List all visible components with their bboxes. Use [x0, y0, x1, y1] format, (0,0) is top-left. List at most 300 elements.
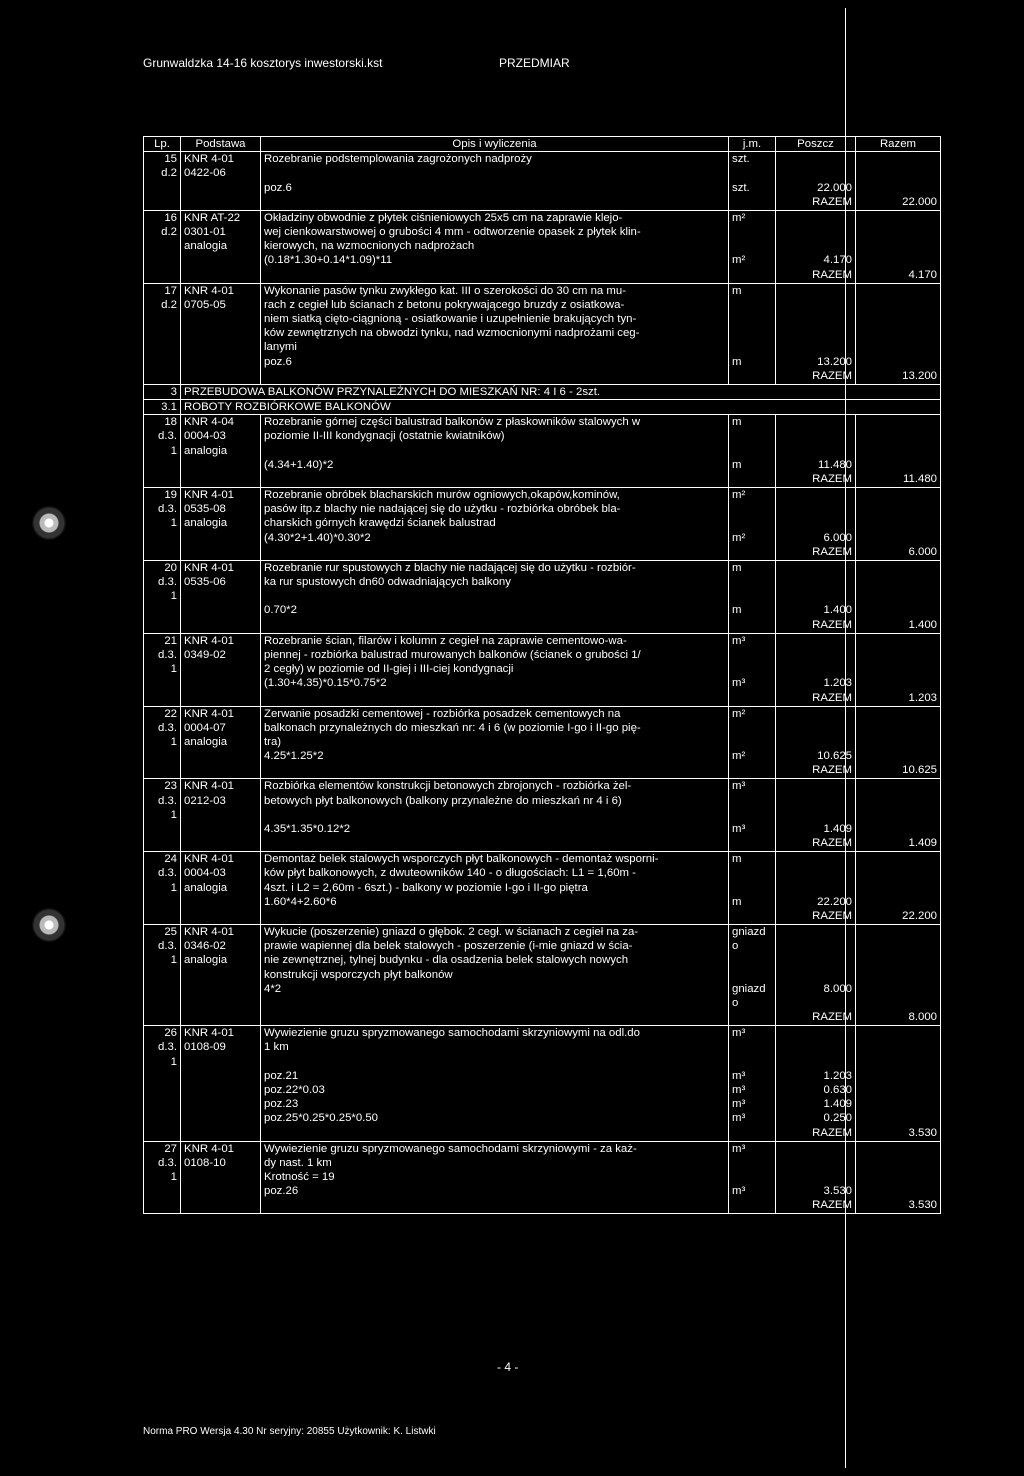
calc-expression: poz.21: [261, 1069, 729, 1083]
position-poszcz: [776, 924, 856, 981]
document-filename: Grunwaldzka 14-16 kosztorys inwestorski.kst: [143, 56, 383, 70]
razem-desc: [261, 618, 729, 634]
calc-razem: [856, 676, 941, 690]
calc-row: [144, 1184, 941, 1198]
calc-razem: [856, 181, 941, 195]
calc-value: 4.170: [776, 253, 856, 267]
calc-lp: [144, 1083, 181, 1097]
column-header-basis: Podstawa: [181, 137, 261, 152]
position-unit: m²: [729, 488, 776, 531]
position-basis: KNR 4-01 0108-10: [181, 1141, 261, 1184]
razem-label: RAZEM: [776, 691, 856, 707]
razem-row: [144, 763, 941, 779]
razem-value: 22.000: [856, 195, 941, 211]
calc-razem: [856, 458, 941, 472]
calc-basis: [181, 749, 261, 763]
software-footer: Norma PRO Wersja 4.30 Nr seryjny: 20855 Użytkownik: K. Listwki: [143, 1426, 436, 1437]
calc-unit: m³: [729, 676, 776, 690]
table-row: [144, 1141, 941, 1184]
calc-basis: [181, 1083, 261, 1097]
razem-unit: [729, 1198, 776, 1214]
table-row: [144, 1026, 941, 1069]
razem-basis: [181, 545, 261, 561]
position-razem: [856, 779, 941, 822]
calc-row: [144, 1069, 941, 1083]
calc-row: [144, 458, 941, 472]
calc-expression: 4*2: [261, 982, 729, 1010]
razem-unit: [729, 545, 776, 561]
razem-row: [144, 1126, 941, 1142]
position-basis: KNR 4-01 0346-02 analogia: [181, 924, 261, 981]
calc-expression: 1.60*4+2.60*6: [261, 895, 729, 909]
razem-unit: [729, 618, 776, 634]
razem-lp: [144, 1198, 181, 1214]
table-body: [144, 152, 941, 1214]
razem-lp: [144, 1010, 181, 1026]
razem-basis: [181, 472, 261, 488]
calc-row: [144, 822, 941, 836]
calc-value: 11.480: [776, 458, 856, 472]
position-number: 27 d.3. 1: [144, 1141, 181, 1184]
calc-razem: [856, 822, 941, 836]
razem-lp: [144, 1126, 181, 1142]
position-unit: szt.: [729, 152, 776, 181]
position-number: 23 d.3. 1: [144, 779, 181, 822]
calc-unit: m³: [729, 1097, 776, 1111]
razem-lp: [144, 268, 181, 284]
position-basis: KNR 4-01 0535-06: [181, 560, 261, 603]
calc-expression: (1.30+4.35)*0.15*0.75*2: [261, 676, 729, 690]
position-number: 19 d.3. 1: [144, 488, 181, 531]
razem-basis: [181, 1010, 261, 1026]
calc-row: [144, 676, 941, 690]
calc-row: [144, 895, 941, 909]
position-razem: [856, 488, 941, 531]
calc-lp: [144, 1097, 181, 1111]
position-basis: KNR 4-01 0422-06: [181, 152, 261, 181]
razem-row: [144, 268, 941, 284]
calc-basis: [181, 982, 261, 1010]
position-number: 20 d.3. 1: [144, 560, 181, 603]
table-row: [144, 152, 941, 181]
table-row: [144, 924, 941, 981]
calc-row: [144, 253, 941, 267]
razem-value: 4.170: [856, 268, 941, 284]
position-description: Wywiezienie gruzu spryzmowanego samochodami skrzyniowymi - za każ- dy nast. 1 km Krotność = 19: [261, 1141, 729, 1184]
position-poszcz: [776, 852, 856, 895]
calc-lp: [144, 676, 181, 690]
razem-lp: [144, 691, 181, 707]
calc-row: [144, 355, 941, 369]
razem-row: [144, 618, 941, 634]
razem-unit: [729, 836, 776, 852]
calc-expression: 4.35*1.35*0.12*2: [261, 822, 729, 836]
calc-unit: m³: [729, 1069, 776, 1083]
position-basis: KNR 4-01 0108-09: [181, 1026, 261, 1069]
razem-label: RAZEM: [776, 195, 856, 211]
calc-row: [144, 531, 941, 545]
calc-value: 1.409: [776, 822, 856, 836]
razem-desc: [261, 1126, 729, 1142]
razem-desc: [261, 195, 729, 211]
position-description: Okładziny obwodnie z płytek ciśnieniowych 25x5 cm na zaprawie klejo- wej cienkowarstwowej o grubości 4 mm - odtworzenie opasek z płytek klin- kierowych, na wzmocnionych nadprożach: [261, 210, 729, 253]
razem-label: RAZEM: [776, 836, 856, 852]
position-poszcz: [776, 1141, 856, 1184]
position-unit: gniazd o: [729, 924, 776, 981]
calc-razem: [856, 1184, 941, 1198]
razem-unit: [729, 1010, 776, 1026]
table-row: [144, 852, 941, 895]
position-unit: m²: [729, 210, 776, 253]
section-title: ROBOTY ROZBIÓRKOWE BALKONÓW: [181, 400, 941, 415]
calc-lp: [144, 603, 181, 617]
razem-unit: [729, 268, 776, 284]
razem-unit: [729, 369, 776, 385]
razem-label: RAZEM: [776, 369, 856, 385]
razem-value: 6.000: [856, 545, 941, 561]
column-header-lp: Lp.: [144, 137, 181, 152]
razem-label: RAZEM: [776, 472, 856, 488]
calc-basis: [181, 676, 261, 690]
calc-unit: m³: [729, 1111, 776, 1125]
calc-unit: m³: [729, 1184, 776, 1198]
calc-lp: [144, 355, 181, 369]
razem-basis: [181, 618, 261, 634]
razem-unit: [729, 1126, 776, 1142]
calc-value: 13.200: [776, 355, 856, 369]
table-row: [144, 488, 941, 531]
calc-expression: poz.25*0.25*0.25*0.50: [261, 1111, 729, 1125]
section-title: PRZEBUDOWA BALKONÓW PRZYNALEŻNYCH DO MIESZKAŃ NR: 4 I 6 - 2szt.: [181, 384, 941, 399]
position-basis: KNR 4-01 0004-07 analogia: [181, 706, 261, 749]
razem-lp: [144, 369, 181, 385]
position-unit: m: [729, 283, 776, 355]
position-unit: m³: [729, 1026, 776, 1069]
calc-value: 0.630: [776, 1083, 856, 1097]
position-basis: KNR AT-22 0301-01 analogia: [181, 210, 261, 253]
calc-value: 8.000: [776, 982, 856, 1010]
calc-lp: [144, 181, 181, 195]
position-unit: m³: [729, 633, 776, 676]
calc-expression: (4.34+1.40)*2: [261, 458, 729, 472]
position-razem: [856, 152, 941, 181]
position-poszcz: [776, 415, 856, 458]
razem-value: 1.400: [856, 618, 941, 634]
position-description: Rozebranie rur spustowych z blachy nie nadającej się do użytku - rozbiór- ka rur spustowych dn60 odwadniających balkony: [261, 560, 729, 603]
table-row: [144, 210, 941, 253]
razem-desc: [261, 369, 729, 385]
razem-basis: [181, 1126, 261, 1142]
calc-value: 3.530: [776, 1184, 856, 1198]
razem-row: [144, 691, 941, 707]
razem-label: RAZEM: [776, 545, 856, 561]
column-header-description: Opis i wyliczenia: [261, 137, 729, 152]
calc-basis: [181, 458, 261, 472]
position-unit: m³: [729, 1141, 776, 1184]
calc-row: [144, 1111, 941, 1125]
calc-basis: [181, 1097, 261, 1111]
calc-expression: poz.6: [261, 355, 729, 369]
calc-lp: [144, 895, 181, 909]
position-razem: [856, 852, 941, 895]
razem-label: RAZEM: [776, 1198, 856, 1214]
binder-hole-icon: [32, 908, 66, 942]
razem-unit: [729, 691, 776, 707]
position-description: Demontaż belek stalowych wsporczych płyt balkonowych - demontaż wsporni- ków płyt balkonowych, z dwuteowników 140 - o długościach: L1 = 1,60m - 4szt. i L2 = 2,60m - 6szt.) - balkony w poziomie I-go i II-go piętra: [261, 852, 729, 895]
razem-value: 11.480: [856, 472, 941, 488]
calc-basis: [181, 253, 261, 267]
column-header-unit: j.m.: [729, 137, 776, 152]
razem-label: RAZEM: [776, 909, 856, 925]
razem-row: [144, 909, 941, 925]
calc-lp: [144, 822, 181, 836]
calc-basis: [181, 1184, 261, 1198]
position-number: 15 d.2: [144, 152, 181, 181]
calc-unit: szt.: [729, 181, 776, 195]
razem-lp: [144, 618, 181, 634]
calc-razem: [856, 895, 941, 909]
calc-razem: [856, 749, 941, 763]
razem-value: 10.625: [856, 763, 941, 779]
calc-expression: poz.6: [261, 181, 729, 195]
table-row: [144, 633, 941, 676]
razem-label: RAZEM: [776, 763, 856, 779]
razem-row: [144, 836, 941, 852]
position-description: Rozbiórka elementów konstrukcji betonowych zbrojonych - rozbiórka żel- betowych płyt balkonowych (balkony przynależne do mieszkań nr 4 i 6): [261, 779, 729, 822]
calc-expression: (0.18*1.30+0.14*1.09)*11: [261, 253, 729, 267]
razem-row: [144, 195, 941, 211]
razem-basis: [181, 369, 261, 385]
position-number: 22 d.3. 1: [144, 706, 181, 749]
razem-value: 1.409: [856, 836, 941, 852]
table-row: [144, 779, 941, 822]
position-poszcz: [776, 488, 856, 531]
page-number: - 4 -: [497, 1360, 519, 1374]
calc-basis: [181, 531, 261, 545]
calc-unit: m: [729, 355, 776, 369]
position-number: 24 d.3. 1: [144, 852, 181, 895]
position-number: 17 d.2: [144, 283, 181, 355]
razem-label: RAZEM: [776, 1126, 856, 1142]
calc-lp: [144, 253, 181, 267]
calc-lp: [144, 1069, 181, 1083]
calc-unit: m²: [729, 531, 776, 545]
calc-basis: [181, 895, 261, 909]
position-razem: [856, 283, 941, 355]
calc-row: [144, 1097, 941, 1111]
position-basis: KNR 4-01 0535-08 analogia: [181, 488, 261, 531]
razem-value: 13.200: [856, 369, 941, 385]
razem-label: RAZEM: [776, 268, 856, 284]
position-unit: m²: [729, 706, 776, 749]
calc-unit: m: [729, 458, 776, 472]
calc-unit: m³: [729, 1083, 776, 1097]
calc-row: [144, 603, 941, 617]
calc-unit: m: [729, 895, 776, 909]
calc-razem: [856, 982, 941, 1010]
razem-basis: [181, 836, 261, 852]
calc-unit: gniazd o: [729, 982, 776, 1010]
razem-value: 8.000: [856, 1010, 941, 1026]
section-number: 3.1: [144, 400, 181, 415]
position-razem: [856, 924, 941, 981]
razem-label: RAZEM: [776, 1010, 856, 1026]
calc-row: [144, 1083, 941, 1097]
calc-unit: m: [729, 603, 776, 617]
section-number: 3: [144, 384, 181, 399]
razem-lp: [144, 836, 181, 852]
calc-value: 1.409: [776, 1097, 856, 1111]
razem-basis: [181, 195, 261, 211]
position-number: 26 d.3. 1: [144, 1026, 181, 1069]
calc-row: [144, 749, 941, 763]
calc-basis: [181, 181, 261, 195]
calc-value: 0.250: [776, 1111, 856, 1125]
calc-razem: [856, 1111, 941, 1125]
calc-basis: [181, 1069, 261, 1083]
calc-lp: [144, 458, 181, 472]
calc-razem: [856, 603, 941, 617]
position-description: Rozebranie ścian, filarów i kolumn z cegieł na zaprawie cementowo-wa- piennej - rozbiórka balustrad murowanych balkonów (ścianek o grubości 1/ 2 cegły) w poziomie od II-giej i III-ciej kondygnacji: [261, 633, 729, 676]
calc-row: [144, 982, 941, 1010]
column-header-razem: Razem: [856, 137, 941, 152]
position-basis: KNR 4-01 0212-03: [181, 779, 261, 822]
calc-value: 10.625: [776, 749, 856, 763]
razem-basis: [181, 763, 261, 779]
position-unit: m³: [729, 779, 776, 822]
razem-row: [144, 472, 941, 488]
position-poszcz: [776, 560, 856, 603]
razem-value: 3.530: [856, 1126, 941, 1142]
razem-basis: [181, 268, 261, 284]
table-row: [144, 415, 941, 458]
razem-label: RAZEM: [776, 618, 856, 634]
calc-expression: poz.23: [261, 1097, 729, 1111]
razem-lp: [144, 763, 181, 779]
position-description: Wykucie (poszerzenie) gniazd o głębok. 2 cegł. w ścianach z cegieł na za- prawie wapiennej dla belek stalowych - poszerzenie (i-mie gniazd w ścia- nie zewnętrznej, tylnej budynku - dla osadzenia belek stalowych nowych konstrukcji wsporczych płyt balkonów: [261, 924, 729, 981]
position-poszcz: [776, 706, 856, 749]
calc-basis: [181, 822, 261, 836]
przedmiar-table: [143, 136, 941, 1214]
razem-value: 1.203: [856, 691, 941, 707]
calc-lp: [144, 1111, 181, 1125]
razem-unit: [729, 763, 776, 779]
calc-basis: [181, 355, 261, 369]
calc-value: 22.000: [776, 181, 856, 195]
position-unit: m: [729, 852, 776, 895]
razem-desc: [261, 691, 729, 707]
razem-lp: [144, 545, 181, 561]
razem-desc: [261, 545, 729, 561]
position-description: Wykonanie pasów tynku zwykłego kat. III o szerokości do 30 cm na mu- rach z cegieł lub ścianach z betonu pokrywającego bruzdy z osiatkowa- niem siatką cięto-ciągnioną - osiatkowanie i uzupełnienie brakujących tyn- ków zewnętrznych na obwodzi tynku, nad wzmocnionymi nadprożami ceg- lanymi: [261, 283, 729, 355]
razem-basis: [181, 1198, 261, 1214]
position-description: Rozebranie podstemplowania zagrożonych nadproży: [261, 152, 729, 181]
razem-lp: [144, 195, 181, 211]
razem-row: [144, 545, 941, 561]
calc-row: [144, 181, 941, 195]
position-number: 21 d.3. 1: [144, 633, 181, 676]
position-basis: KNR 4-01 0004-03 analogia: [181, 852, 261, 895]
binder-hole-icon: [32, 506, 66, 540]
razem-value: 22.200: [856, 909, 941, 925]
position-number: 25 d.3. 1: [144, 924, 181, 981]
razem-basis: [181, 691, 261, 707]
calc-basis: [181, 1111, 261, 1125]
position-poszcz: [776, 779, 856, 822]
position-razem: [856, 1141, 941, 1184]
calc-value: 6.000: [776, 531, 856, 545]
calc-razem: [856, 253, 941, 267]
position-poszcz: [776, 283, 856, 355]
position-razem: [856, 560, 941, 603]
table-row: [144, 560, 941, 603]
calc-expression: poz.22*0.03: [261, 1083, 729, 1097]
calc-expression: 0.70*2: [261, 603, 729, 617]
position-number: 18 d.3. 1: [144, 415, 181, 458]
position-poszcz: [776, 633, 856, 676]
razem-row: [144, 1010, 941, 1026]
calc-expression: (4.30*2+1.40)*0.30*2: [261, 531, 729, 545]
razem-basis: [181, 909, 261, 925]
position-razem: [856, 210, 941, 253]
position-poszcz: [776, 210, 856, 253]
column-header-poszcz: Poszcz: [776, 137, 856, 152]
razem-row: [144, 1198, 941, 1214]
razem-lp: [144, 472, 181, 488]
razem-row: [144, 369, 941, 385]
calc-value: 22.200: [776, 895, 856, 909]
razem-unit: [729, 195, 776, 211]
calc-unit: m³: [729, 822, 776, 836]
table-row: [144, 706, 941, 749]
calc-lp: [144, 982, 181, 1010]
razem-desc: [261, 836, 729, 852]
position-basis: KNR 4-04 0004-03 analogia: [181, 415, 261, 458]
position-razem: [856, 706, 941, 749]
calc-unit: m²: [729, 749, 776, 763]
section-row: [144, 384, 941, 399]
razem-desc: [261, 909, 729, 925]
position-razem: [856, 633, 941, 676]
calc-razem: [856, 531, 941, 545]
position-description: Zerwanie posadzki cementowej - rozbiórka posadzek cementowych na balkonach przynależnych do mieszkań nr: 4 i 6 (w poziomie I-go i II-go pię- tra): [261, 706, 729, 749]
calc-razem: [856, 1083, 941, 1097]
calc-basis: [181, 603, 261, 617]
calc-unit: m²: [729, 253, 776, 267]
position-razem: [856, 1026, 941, 1069]
calc-expression: 4.25*1.25*2: [261, 749, 729, 763]
razem-desc: [261, 1010, 729, 1026]
calc-value: 1.400: [776, 603, 856, 617]
calc-razem: [856, 1069, 941, 1083]
razem-value: 3.530: [856, 1198, 941, 1214]
calc-value: 1.203: [776, 1069, 856, 1083]
position-description: Wywiezienie gruzu spryzmowanego samochodami skrzyniowymi na odl.do 1 km: [261, 1026, 729, 1069]
razem-desc: [261, 268, 729, 284]
position-poszcz: [776, 152, 856, 181]
calc-lp: [144, 749, 181, 763]
calc-lp: [144, 531, 181, 545]
position-description: Rozebranie obróbek blacharskich murów ogniowych,okapów,kominów, pasów itp.z blachy nie nadającej się do użytku - rozbiórka obróbek bla- charskich górnych krawędzi ścianek balustrad: [261, 488, 729, 531]
position-razem: [856, 415, 941, 458]
position-number: 16 d.2: [144, 210, 181, 253]
position-unit: m: [729, 415, 776, 458]
calc-razem: [856, 1097, 941, 1111]
razem-desc: [261, 1198, 729, 1214]
position-basis: KNR 4-01 0705-05: [181, 283, 261, 355]
calc-value: 1.203: [776, 676, 856, 690]
position-poszcz: [776, 1026, 856, 1069]
